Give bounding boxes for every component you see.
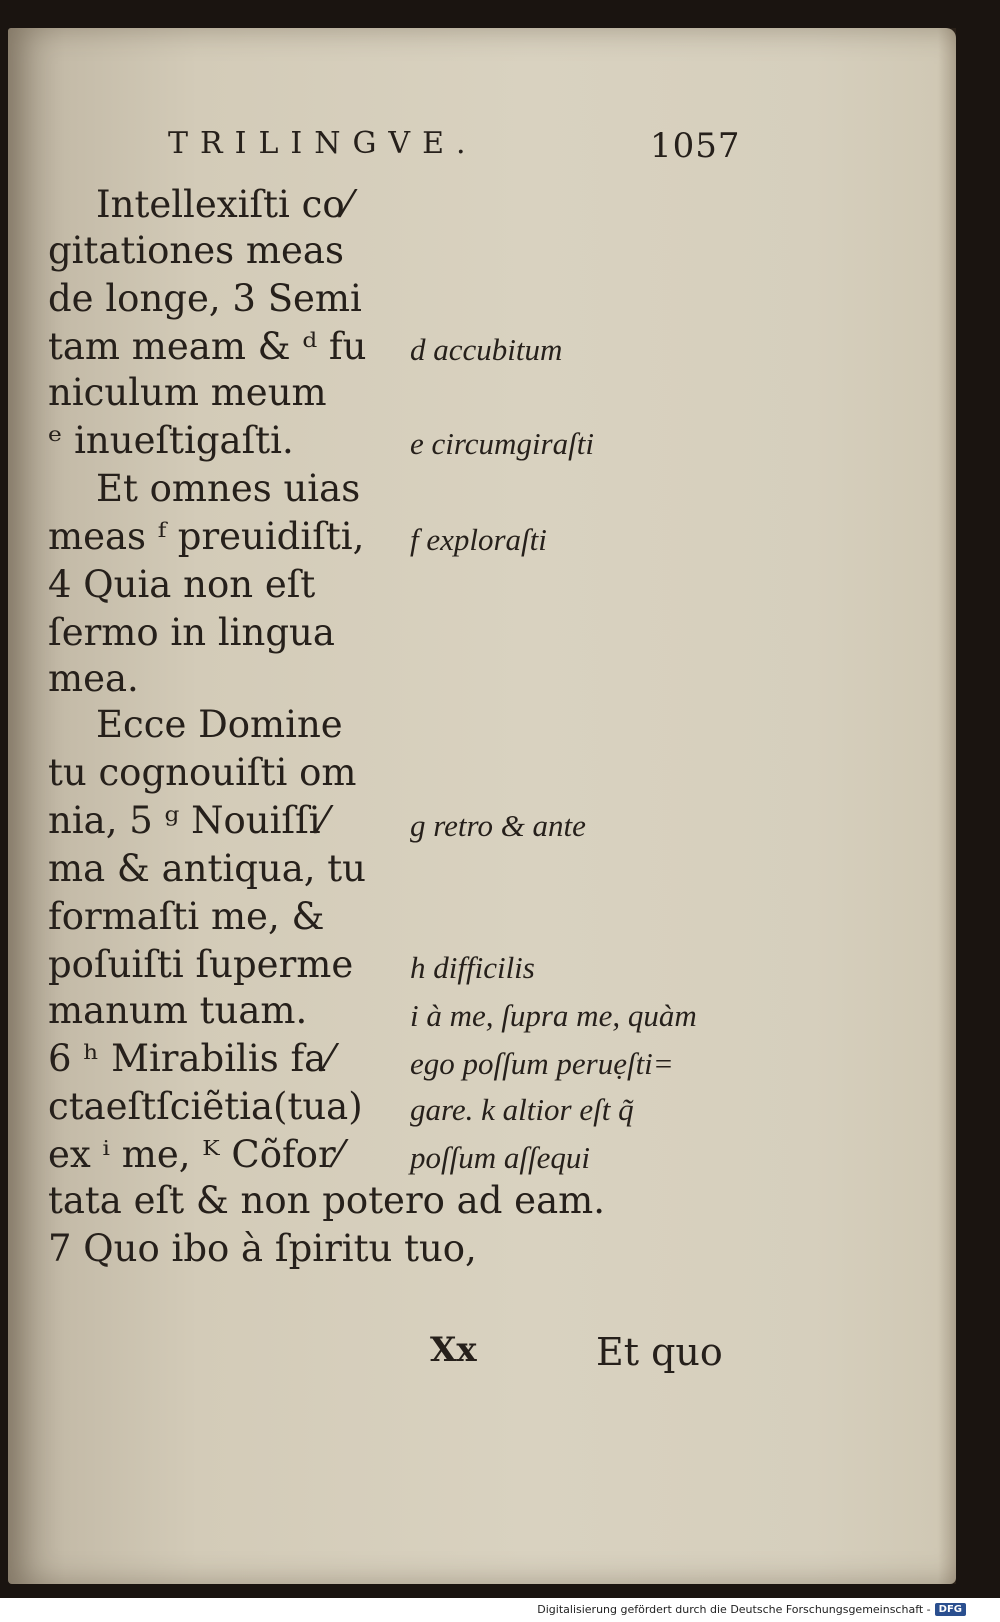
margin-gloss: d accubitum [410,332,563,367]
text-line: Intellexiſti co⁄ [96,183,351,226]
running-title: TRILINGVE. [168,126,478,161]
margin-gloss: gare. k altior eſt q̃ [410,1092,634,1127]
text-line: ctaeſtſciẽtia(tua) [48,1085,363,1128]
text-line: formaſti me, & [48,895,325,938]
text-line: 7 Quo ibo à ſpiritu tuo, [48,1227,477,1270]
text-line: Et omnes uias [96,467,361,510]
page-number: 1057 [650,126,741,166]
footer-text: Digitalisierung gefördert durch die Deutsche Forschungsgemeinschaft - [537,1602,931,1616]
text-line: Ecce Domine [96,703,343,746]
digitization-footer [537,1598,966,1620]
text-line: tata eſt & non potero ad eam. [48,1179,605,1222]
text-line: niculum meum [48,371,327,414]
text-line: tam meam & ᵈ fu [48,325,367,368]
margin-gloss: e circumgiraſti [410,426,594,461]
margin-gloss: h difficilis [410,950,535,985]
text-line: ſermo in lingua [48,611,335,654]
margin-gloss: g retro & ante [410,808,586,843]
margin-gloss: i à me, ſupra me, quàm [410,998,697,1033]
catchword: Et quo [596,1330,723,1374]
text-line: nia, 5 ᵍ Nouiſſi⁄ [48,799,327,842]
text-line: 6 ʰ Mirabilis fa⁄ [48,1037,333,1080]
text-line: 4 Quia non eſt [48,563,316,606]
signature-mark: Xx [430,1330,477,1370]
text-line: de longe, 3 Semi [48,277,362,320]
text-line: manum tuam. [48,989,308,1032]
text-line: ᵉ inueſtigaſti. [48,419,294,462]
dfg-logo: DFG [935,1603,966,1616]
text-line: gitationes meas [48,229,344,272]
text-line: mea. [48,657,139,700]
text-line: poſuiſti ſuperme [48,943,354,986]
text-line: ex ⁱ me, ᴷ Cõfor⁄ [48,1133,342,1176]
text-line: ma & antiqua, tu [48,847,366,890]
margin-gloss: ego poſſum peruẹſti= [410,1046,674,1081]
margin-gloss: f exploraſti [410,522,547,557]
text-line: meas ᶠ preuidiſti, [48,515,365,558]
margin-gloss: poſſum aſſequi [410,1140,590,1175]
text-line: tu cognouiſti om [48,751,357,794]
